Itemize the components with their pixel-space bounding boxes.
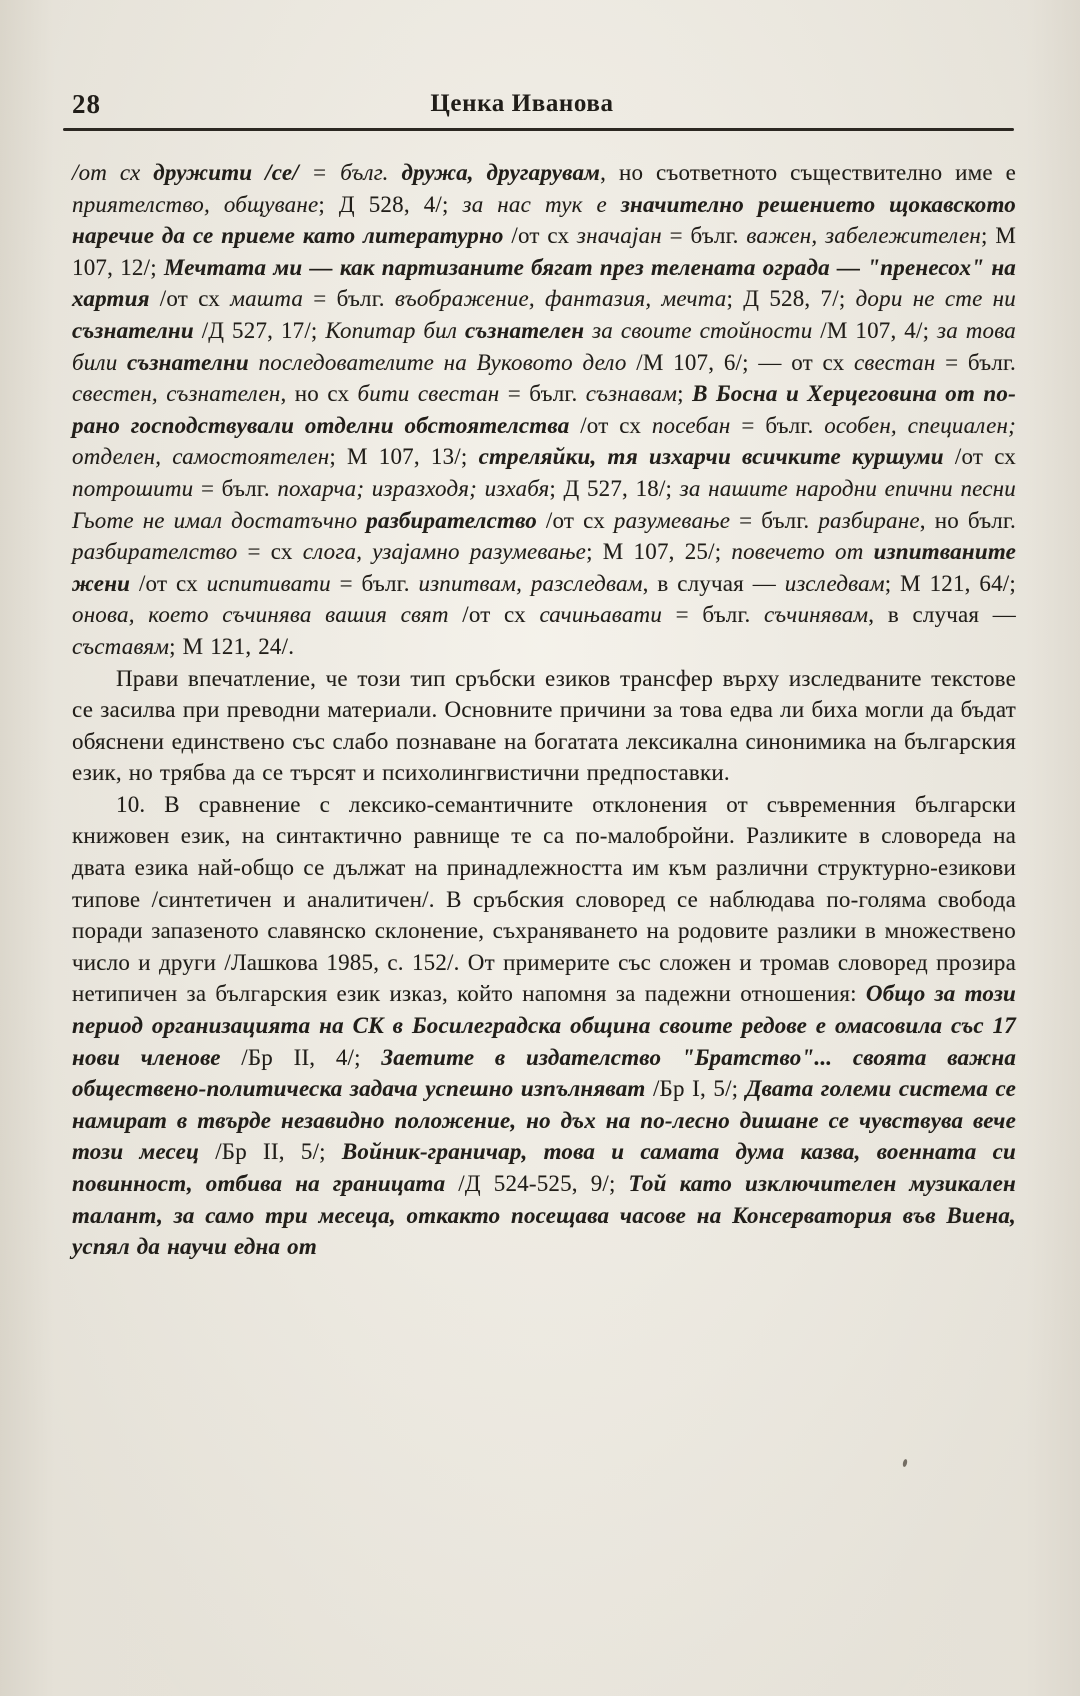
text-run: = бълг. — [303, 286, 395, 312]
text-run: дори не сте ни — [855, 286, 1016, 312]
text-run: изпитвам, разследвам — [418, 570, 643, 596]
text-run: за своите стойности — [584, 317, 813, 343]
text-run: /М 107, 4/; — [812, 317, 938, 343]
text-run: 10. В сравнение с лексико-семантичните отклонения от съвременния български книжовен език, на синтактично равнище те са по-малобройни. Разликите в словореда на двата езика най-общо се дължат на принадлежността им към различни структурно-езикови типове /синтетичен и аналитичен/. В сръбския словоред се наблюдава по-голяма свобода поради запазеното славянско склонение, съхраняването на родовите разлики в множествено число и други /Лашкова 1985, с. 152/. От примерите със сложен и тромав словоред прозира нетипичен за българския език изказ, който напомня за падежни отношения: — [72, 791, 1016, 1007]
text-run: /от сх — [503, 223, 577, 249]
text-run: ; М 121, 64/; — [884, 570, 1016, 596]
text-run: = бълг. — [499, 381, 586, 407]
text-run: съзнателни — [127, 349, 249, 375]
text-run: Копитар бил — [325, 317, 465, 343]
scan-artifact — [902, 1459, 908, 1468]
text-run: /от сх — [130, 570, 207, 596]
text-run: приятелство, общуване — [72, 191, 319, 217]
text-run: потрошити — [72, 475, 194, 501]
text-run: сачињавати — [539, 602, 663, 628]
text-run: въображение, фантазия, мечта — [394, 286, 727, 312]
text-run: съставям — [72, 633, 170, 659]
text-run: ; — [677, 381, 693, 407]
paragraph — [72, 789, 1016, 1263]
text-run: Прави впечатление, че този тип сръбски езиков трансфер върху изследваните текстове се засилва при преводни материали. Основните причини за това едва ли биха могли да бъдат обяснени единствено със слабо познаване на богатата лексикална синонимика на българския език, но трябва да се търсят и психолингвистични предпоставки. — [72, 665, 1016, 786]
text-run: /Бр II, 4/; — [220, 1044, 382, 1070]
text-run: /Бр II, 5/; — [199, 1139, 342, 1165]
text-run: = бълг. — [661, 223, 747, 249]
text-run: за това били — [72, 317, 1016, 375]
text-run: /от сх — [536, 507, 614, 533]
page-number: 28 — [72, 89, 101, 119]
page-header — [70, 88, 1014, 124]
text-run: /Д 527, 17/; — [193, 317, 326, 343]
text-run: важен, забележителен — [746, 223, 981, 249]
text-run: бити свестан — [357, 381, 500, 407]
body-text — [72, 157, 1016, 1263]
text-run: /от сх — [569, 412, 652, 438]
text-run: разбирателство — [72, 539, 238, 565]
text-run: ; М 121, 24/. — [169, 633, 295, 659]
text-run: /М 107, 6/; — от сх — [626, 349, 854, 375]
text-run: , в случая — — [642, 570, 785, 596]
text-run: В Босна и Херцеговина от по-рано господствували отделни обстоятелства — [72, 381, 1016, 438]
text-run: похарча; изразходя; изхабя — [277, 475, 550, 501]
text-run: = бълг. — [193, 475, 278, 501]
text-run: ; Д 527, 18/; — [549, 475, 680, 501]
text-run: изследвам — [784, 570, 885, 596]
text-run: ; Д 528, 4/; — [318, 191, 463, 217]
text-run: съзнателни — [72, 317, 194, 343]
text-run: , но сх — [280, 381, 358, 407]
text-run: съзнателен — [464, 317, 585, 343]
text-run: /от сх — [72, 160, 154, 185]
text-run: , в случая — — [868, 602, 1016, 628]
text-run: машта — [230, 286, 304, 312]
text-run: /от сх — [149, 286, 231, 312]
text-run: Двата големи система се намират в твърде незавидно положение, но дъх на по-лесно дишане се чувствува вече този месец — [72, 1076, 1016, 1165]
text-run: Общо за този период организацията на СК в Босилеградска община своите редове е омасовила със 17 нови членове — [72, 981, 1016, 1070]
text-run: разбиране — [818, 507, 920, 533]
text-run: за нашите народни епични песни Гьоте не имал достатъчно — [72, 475, 1016, 533]
text-run: разбирателство — [366, 507, 537, 533]
text-run: ; М 107, 25/; — [586, 539, 732, 565]
text-run: /Бр I, 5/; — [645, 1076, 746, 1102]
text-run: изпитваните жени — [72, 539, 1017, 596]
text-run: значајан — [576, 223, 662, 249]
text-run: = сх — [237, 539, 303, 565]
running-header-author: Ценка Иванова — [430, 90, 614, 117]
text-run: онова, което съчинява вашия свят — [72, 602, 449, 628]
text-run: /Д 524-525, 9/; — [445, 1171, 629, 1196]
paragraph — [72, 157, 1016, 663]
text-run: = бълг. — [935, 349, 1016, 375]
text-run: повечето от — [731, 539, 874, 565]
text-run: ; М 107, 13/; — [329, 444, 479, 470]
text-run: посебан — [651, 412, 731, 438]
text-run: Войник-граничар, това и самата дума казва, военната си повинност, отбива на границата — [72, 1139, 1016, 1196]
text-run: Заетите в издателство "Братство"... своята важна обществено-политическа задача успешно изпълняват — [72, 1044, 1017, 1102]
text-run: = бълг. — [730, 507, 819, 533]
text-run: съчинявам — [764, 602, 869, 628]
text-run: за нас тук е — [462, 191, 621, 217]
text-run: = бълг. — [662, 602, 765, 628]
text-run: = бълг. — [330, 570, 419, 596]
text-run: свестан — [853, 349, 936, 375]
text-run: ; Д 528, 7/; — [726, 286, 856, 312]
paragraph — [72, 663, 1016, 789]
text-run: испитивати — [206, 570, 331, 596]
text-run: стреляйки, тя изхарчи всичките куршуми — [478, 444, 944, 470]
text-run: = бълг. — [298, 160, 402, 185]
header-rule — [63, 128, 1014, 131]
text-run: Мечтата ми — как партизаните бягат през телената ограда — "пренесох" на хартия — [72, 254, 1016, 312]
text-run: /от сх — [448, 602, 540, 628]
text-run: разумевање — [613, 507, 731, 533]
text-run: особен, специален; отделен, самостоятелен — [72, 412, 1016, 470]
text-run: = бълг. — [730, 412, 825, 438]
text-run: свестен, съзнателен — [72, 381, 281, 407]
text-run: Той като изключителен музикален талант, за само три месеца, откакто посещава часове на Консерватория във Виена, успял да научи една от — [72, 1171, 1016, 1260]
text-run: дружити /се/ — [153, 160, 299, 185]
text-run: слога, узајамно разумевање — [302, 539, 587, 565]
text-run: ; М 107, 12/; — [72, 223, 1016, 280]
text-run: дружа, другарувам — [401, 160, 601, 185]
text-run: значително решението щокавското наречие да се приеме като литературно — [72, 191, 1016, 249]
text-run: , но бълг. — [919, 507, 1016, 533]
text-run: съзнавам — [585, 381, 678, 407]
text-run: , но съответното съществително име е — [600, 160, 1017, 185]
text-run: /от сх — [943, 444, 1016, 470]
text-run: последователите на Вуковото дело — [248, 349, 627, 375]
